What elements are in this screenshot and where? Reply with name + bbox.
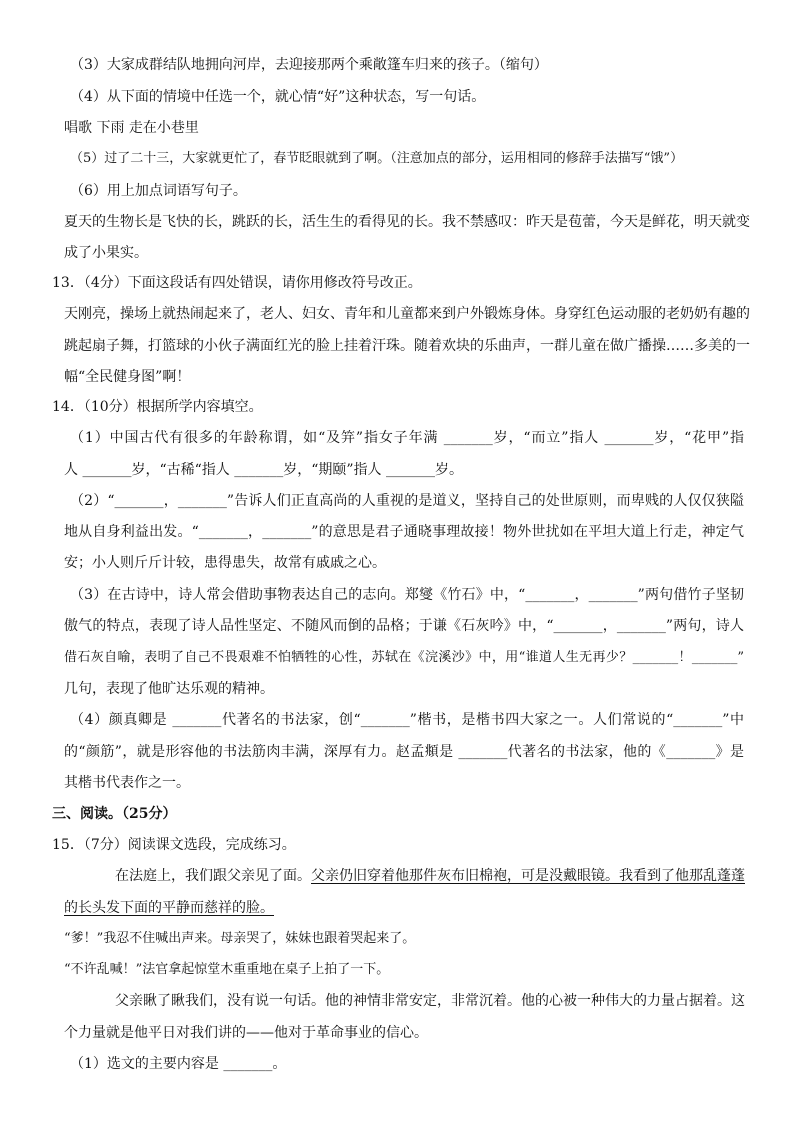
q13-heading: 13．（4分）下面这段话有四处错误，请你用修改符号改正。 [52, 275, 422, 291]
q15-passage-text-plain: 在法庭上，我们跟父亲见了面。 [115, 868, 311, 884]
q15-passage-line-1 [115, 867, 745, 885]
q14-4-line-2: 的“颜筋”，就是形容他的书法筋肉丰满，深厚有力。赵孟頫是 _______代著名的书法家，他的《_______》是 [64, 744, 744, 760]
q14-1-line-1: （1）中国古代有很多的年龄称谓，如“及笄”指女子年满 _______岁，“而立”指人 _______岁，“花甲”指 [70, 430, 744, 446]
q15-heading: 15．（7分）阅读课文选段，完成练习。 [52, 837, 296, 853]
q15-passage-line-2: 的长头发下面的平静而慈祥的脸。 [64, 900, 274, 916]
q14-2-line-3: 安；小人则斤斤计较，患得患失，故常有戚戚之心。 [64, 555, 386, 571]
q14-4-line-3: 其楷书代表作之一。 [64, 775, 190, 791]
q14-1-line-2: 人 _______岁，“古稀“指人 _______岁，“期颐”指人 _______岁。 [64, 462, 463, 478]
q14-3-line-4: 几句，表现了他旷达乐观的精神。 [64, 681, 274, 697]
q12-6-line: （6）用上加点词语写句子。 [70, 183, 247, 199]
q13-passage-line-3: 幅“全民健身图”啊！ [64, 369, 191, 385]
q15-1-line: （1）选文的主要内容是 _______。 [70, 1056, 287, 1072]
q14-heading: 14．（10分）根据所学内容填空。 [52, 399, 263, 415]
q14-2-line-1: （2）“_______，_______”告诉人们正直高尚的人重视的是道义，坚持自己的处世原则，而卑贱的人仅仅狭隘 [70, 493, 744, 509]
q13-passage-line-2: 跳起扇子舞，打篮球的小伙子满面红光的脸上挂着汗珠。随着欢块的乐曲声，一群儿童在做广播操……多美的一 [64, 338, 750, 354]
q13-passage-line-1: 天刚亮，操场上就热闹起来了，老人、妇女、青年和儿童都来到户外锻炼身体。身穿红色运动服的老奶奶有趣的 [64, 306, 750, 322]
section-three-heading: 三、阅读。（25分） [52, 806, 177, 822]
q15-passage-line-4: “不许乱喊！”法官拿起惊堂木重重地在桌子上拍了一下。 [64, 962, 390, 977]
q12-3-line: （3）大家成群结队地拥向河岸，去迎接那两个乘敞篷车归来的孩子。（缩句） [70, 57, 548, 73]
q14-2-line-2: 地从自身利益出发。“_______，_______”的意思是君子通晓事理故接！物外世扰如在平坦大道上行走，神定气 [64, 524, 744, 540]
q12-6-passage-line-1: 夏天的生物长是飞快的长，跳跃的长，活生生的看得见的长。我不禁感叹：昨天是苞蕾，今天是鲜花，明天就变 [64, 214, 750, 230]
q14-4-line-1: （4）颜真卿是 _______代著名的书法家，创“_______”楷书，是楷书四大家之一。人们常说的“_______”中 [70, 712, 744, 728]
q15-passage-line-6: 个力量就是他平日对我们讲的——他对于革命事业的信心。 [64, 1025, 428, 1041]
q14-3-line-1: （3）在古诗中，诗人常会借助事物表达自己的志向。郑燮《竹石》中，“_______，_______”两句借竹子坚韧 [70, 587, 744, 603]
q15-passage-line-3: “爹！”我忍不住喊出声来。母亲哭了，妹妹也跟着哭起来了。 [64, 931, 416, 946]
q12-4-line: （4）从下面的情境中任选一个，就心情“好”这种状态，写一句话。 [70, 89, 486, 105]
q14-3-line-2: 傲气的特点，表现了诗人品性坚定、不随风而倒的品格；于谦《石灰吟》中，“_______，_______”两句，诗人 [64, 618, 744, 634]
q15-passage-line-5: 父亲瞅了瞅我们，没有说一句话。他的神情非常安定，非常沉着。他的心被一种伟大的力量占据着。这 [115, 993, 745, 1009]
q15-passage-text-underlined: 父亲仍旧穿着他那件灰布旧棉袍，可是没戴眼镜。我看到了他那乱蓬蓬 [311, 868, 745, 884]
q12-6-passage-line-2: 成了小果实。 [64, 245, 148, 261]
q14-3-line-3: 借石灰自喻，表明了自己不畏艰难不怕牺牲的心性，苏轼在《浣溪沙》中，用“谁道人生无再少？_______！_______” [64, 650, 744, 665]
q12-5-line: （5）过了二十三，大家就更忙了，春节眨眼就到了啊。（注意加点的部分，运用相同的修辞手法描写“饿”） [70, 151, 684, 166]
q12-4-options: 唱歌 下雨 走在小巷里 [64, 120, 199, 136]
